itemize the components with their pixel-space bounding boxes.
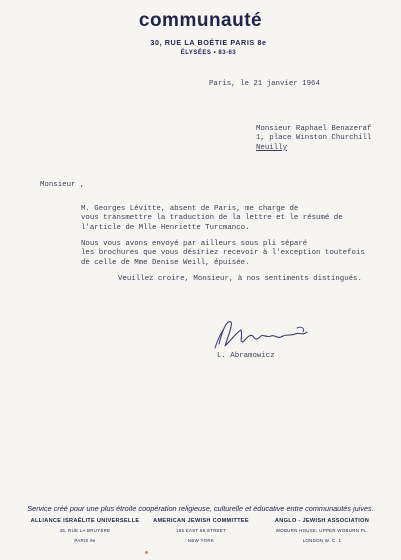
org-name: ANGLO - JEWISH ASSOCIATION: [274, 518, 370, 524]
letterhead-phone: ÉLYSÉES • 83-63: [180, 50, 237, 56]
paper-mark: [145, 551, 148, 554]
org-street: WOBURN HOUSE, UPPER WOBURN PL.: [275, 528, 369, 533]
recipient-name: Monsieur Raphael Benazeraf: [256, 125, 372, 133]
signer-name: L. Abramowicz: [217, 352, 275, 360]
org-city: LONDON W. C. 1: [302, 538, 342, 543]
letterhead-address: 30, RUE LA BOÉTIE PARIS 8e: [150, 38, 267, 47]
recipient-city: Neuilly: [256, 143, 288, 152]
letter-date: Paris, le 21 janvier 1964: [209, 80, 320, 88]
footer-org-alliance: [20, 518, 150, 543]
org-city: NEW YORK: [187, 538, 215, 543]
org-name: AMERICAN JEWISH COMMITTEE: [153, 518, 249, 524]
recipient-block: [256, 125, 371, 153]
org-street: 45, RUE LA BRUYÈRE: [59, 528, 111, 533]
org-street: 165 EAST 56 STREET: [176, 528, 226, 533]
recipient-street: 1, place Winston Churchill: [256, 134, 372, 143]
letter-paragraph-3: Veuillez croire, Monsieur, à nos sentiments distingués.: [118, 275, 362, 283]
footer-org-aja: [257, 518, 387, 543]
letterhead-brand: communauté: [138, 10, 263, 31]
handwritten-signature: [213, 314, 323, 354]
footer-org-ajc: [136, 518, 266, 543]
footer-tagline: Service créé pour une plus étroite coopération religieuse, culturelle et éducative entre communautés juives.: [27, 504, 374, 513]
salutation: Monsieur ,: [40, 181, 85, 189]
letter-paragraph-1: M. Georges Lévitte, absent de Paris, me charge de vous transmettre la traduction de la lettre et le résumé de l'article de Mlle Henriette Turcmanco.: [81, 205, 343, 232]
letter-paragraph-2: Nous vous avons envoyé par ailleurs sous pli séparé les brochures que vous désiriez recevoir à l'exception toutefois de celle de Mme Denise Weill, épuisée.: [81, 240, 365, 267]
footer-organizations: [0, 518, 401, 548]
org-name: ALLIANCE ISRAÉLITE UNIVERSELLE: [30, 518, 140, 524]
org-city: PARIS 9e: [74, 538, 96, 543]
